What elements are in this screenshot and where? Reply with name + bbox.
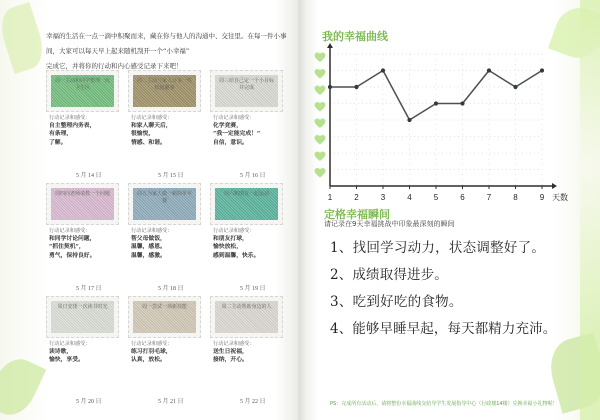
x-tick-label: 2	[354, 193, 359, 202]
record-body-3	[210, 112, 283, 179]
record-stamp-9-frame	[210, 296, 283, 338]
book-gutter	[298, 0, 306, 420]
record-body-1	[46, 112, 119, 179]
memory-instruction: 请记录在9天幸福挑战中印象最深刻的瞬间	[324, 220, 455, 228]
record-notes-8	[131, 348, 199, 364]
x-tick-label: 5	[433, 193, 439, 202]
memory-item-2: 2、成绩取得进步。	[330, 267, 448, 283]
record-note-3-3: 自信，意识。	[213, 139, 248, 146]
record-stamp-5	[133, 188, 196, 220]
record-note-4-3: 勇气，保持良好。	[49, 252, 96, 259]
record-stamp-6-frame	[210, 183, 283, 225]
record-body-2	[128, 112, 201, 179]
record-stamp-2	[133, 75, 196, 107]
record-label-8: 行动记录和感受：	[131, 341, 173, 347]
happiness-record-grid	[46, 70, 283, 415]
record-stamp-4-frame	[46, 183, 119, 225]
record-note-2-3: 情感、和谐。	[131, 139, 166, 146]
record-label-5: 行动记录和感受：	[131, 228, 173, 234]
record-label-3: 行动记录和感受：	[213, 115, 255, 121]
record-body-6	[210, 225, 283, 292]
record-stamp-4	[51, 188, 114, 220]
record-note-2-2: 很愉悦，	[131, 131, 155, 138]
record-label-9: 行动记录和感受：	[213, 341, 255, 347]
intro-line-1: 幸福的生活在一点一滴中积聚而来，藏在你与他人的沟通中、交往里。在每一件小事间，大家可以每天早上起来随机刮开一个“小幸福”	[46, 32, 287, 55]
record-stamp-text-9: 周二主动帮助身边的人	[221, 304, 272, 310]
record-card-8	[128, 296, 201, 406]
record-body-8	[128, 338, 201, 405]
record-note-7-1: 读诗歌，	[49, 349, 73, 356]
record-note-1-3: 了解。	[49, 139, 67, 146]
intro-line-2: 完成它，并将你的行动和内心感受记录下来吧！	[46, 62, 183, 70]
right-page	[312, 0, 600, 420]
x-tick-label: 6	[460, 193, 465, 202]
record-date-8: 5 月 21 日	[158, 398, 184, 405]
chart-title: 我的幸福曲线	[322, 30, 388, 43]
record-stamp-2-frame	[128, 70, 201, 112]
record-card-7	[46, 296, 119, 406]
record-date-6: 5 月 19 日	[240, 285, 266, 292]
record-stamp-3-frame	[210, 70, 283, 112]
record-stamp-text-1: 周一主动和同学整理一次卫生区	[54, 78, 110, 91]
record-stamp-text-5: 周五为家人做一顿简单早餐	[136, 191, 192, 204]
record-stamp-text-2: 周二主动与家人分享一件校园趣事	[136, 78, 192, 91]
record-note-1-2: 有条理，	[49, 131, 73, 138]
record-note-5-3: 温馨，感激。	[131, 252, 166, 259]
record-date-1: 5 月 14 日	[76, 172, 102, 179]
record-note-6-1: 和朋友打球，	[213, 236, 248, 243]
record-body-7	[46, 338, 119, 405]
record-card-2	[128, 70, 201, 180]
x-tick-label: 9	[539, 193, 545, 202]
record-stamp-3	[215, 75, 278, 107]
record-label-7: 行动记录和感受：	[49, 341, 91, 347]
record-notes-3	[213, 122, 281, 147]
record-stamp-9	[215, 301, 278, 333]
record-date-3: 5 月 16 日	[240, 172, 266, 179]
intro-text	[46, 29, 296, 74]
record-note-1-1: 自主整理内务表，	[49, 123, 96, 130]
record-card-9	[210, 296, 283, 406]
memory-item-3: 3、吃到好吃的食物。	[330, 294, 463, 310]
record-note-4-1: 和同学讨论问题，	[49, 236, 96, 243]
record-label-4: 行动记录和感受：	[49, 228, 91, 234]
record-stamp-text-8: 周一尝试一项新技能	[141, 304, 187, 310]
record-note-5-1: 帮父母做饭，	[131, 236, 166, 243]
left-top-leaf-decoration	[0, 2, 49, 74]
record-notes-5	[131, 235, 199, 260]
record-label-2: 行动记录和感受：	[131, 115, 173, 121]
record-card-5	[128, 183, 201, 293]
record-note-8-2: 认真，放松。	[131, 357, 166, 364]
record-note-2-1: 和家人聊天后，	[131, 123, 172, 130]
record-stamp-5-frame	[128, 183, 201, 225]
record-date-9: 5 月 22 日	[240, 398, 266, 405]
record-note-6-3: 感到温馨，快乐。	[213, 252, 260, 259]
record-notes-9	[213, 348, 281, 364]
section-title: 定格幸福瞬间	[324, 208, 390, 221]
record-stamp-7	[51, 301, 114, 333]
left-bottom-leaf-decoration	[0, 352, 46, 420]
x-tick-label: 1	[327, 193, 333, 202]
record-notes-1	[49, 122, 117, 147]
record-date-7: 5 月 20 日	[76, 398, 102, 405]
record-card-4	[46, 183, 119, 293]
record-notes-7	[49, 348, 117, 364]
record-notes-6	[213, 235, 281, 260]
record-stamp-text-7: 周日安排一次读书时光	[57, 304, 108, 310]
memory-item-4: 4、能够早睡早起，每天都精力充沛。	[330, 321, 557, 337]
record-card-3	[210, 70, 283, 180]
x-tick-label: 3	[380, 193, 386, 202]
record-stamp-6	[215, 188, 278, 220]
record-stamp-7-frame	[46, 296, 119, 338]
record-note-3-1: 化学竞赛，	[213, 123, 242, 130]
x-axis-label: 天数	[552, 193, 568, 202]
record-date-4: 5 月 17 日	[76, 285, 102, 292]
memory-item-1: 1、找回学习动力，状态调整好了。	[330, 240, 546, 256]
record-note-9-2: 接纳，开心。	[213, 357, 248, 364]
record-label-1: 行动记录和感受：	[49, 115, 91, 121]
record-label-6: 行动记录和感受：	[213, 228, 255, 234]
x-tick-label: 7	[486, 193, 492, 202]
record-note-8-1: 练习打羽毛球，	[131, 349, 172, 356]
record-note-5-2: 温馨，感恩。	[131, 244, 166, 251]
record-date-5: 5 月 18 日	[158, 285, 184, 292]
record-stamp-1	[51, 75, 114, 107]
record-stamp-8	[133, 301, 196, 333]
record-body-4	[46, 225, 119, 292]
x-tick-label: 4	[407, 193, 412, 202]
record-note-3-2: “我一定能完成！”	[213, 131, 261, 138]
record-stamp-text-4: 周四向老师请教一个问题	[54, 191, 110, 197]
record-notes-2	[131, 122, 199, 147]
record-note-7-2: 愉快，享受。	[49, 357, 84, 364]
record-body-5	[128, 225, 201, 292]
record-card-1	[46, 70, 119, 180]
record-stamp-1-frame	[46, 70, 119, 112]
x-tick-label: 8	[513, 193, 518, 202]
record-note-6-2: 愉快放松，	[213, 244, 242, 251]
record-notes-4	[49, 235, 117, 260]
memory-list	[330, 235, 592, 343]
record-note-9-1: 送生日祝福，	[213, 349, 248, 356]
record-stamp-text-6: 周六和朋友一起运动	[223, 191, 269, 197]
record-card-6	[210, 183, 283, 293]
record-body-9	[210, 338, 283, 405]
record-stamp-text-3: 周三给自己定一个小目标并完成	[218, 78, 274, 91]
record-note-4-2: “抓住契机”，	[49, 244, 85, 251]
footer-note: PS：完成所有活动后，请将整份幸福曲线交给导学生发展指导中心（行政楼14楼）兑换幸福小礼物呢！	[330, 401, 558, 407]
record-date-2: 5 月 15 日	[158, 172, 184, 179]
record-stamp-8-frame	[128, 296, 201, 338]
